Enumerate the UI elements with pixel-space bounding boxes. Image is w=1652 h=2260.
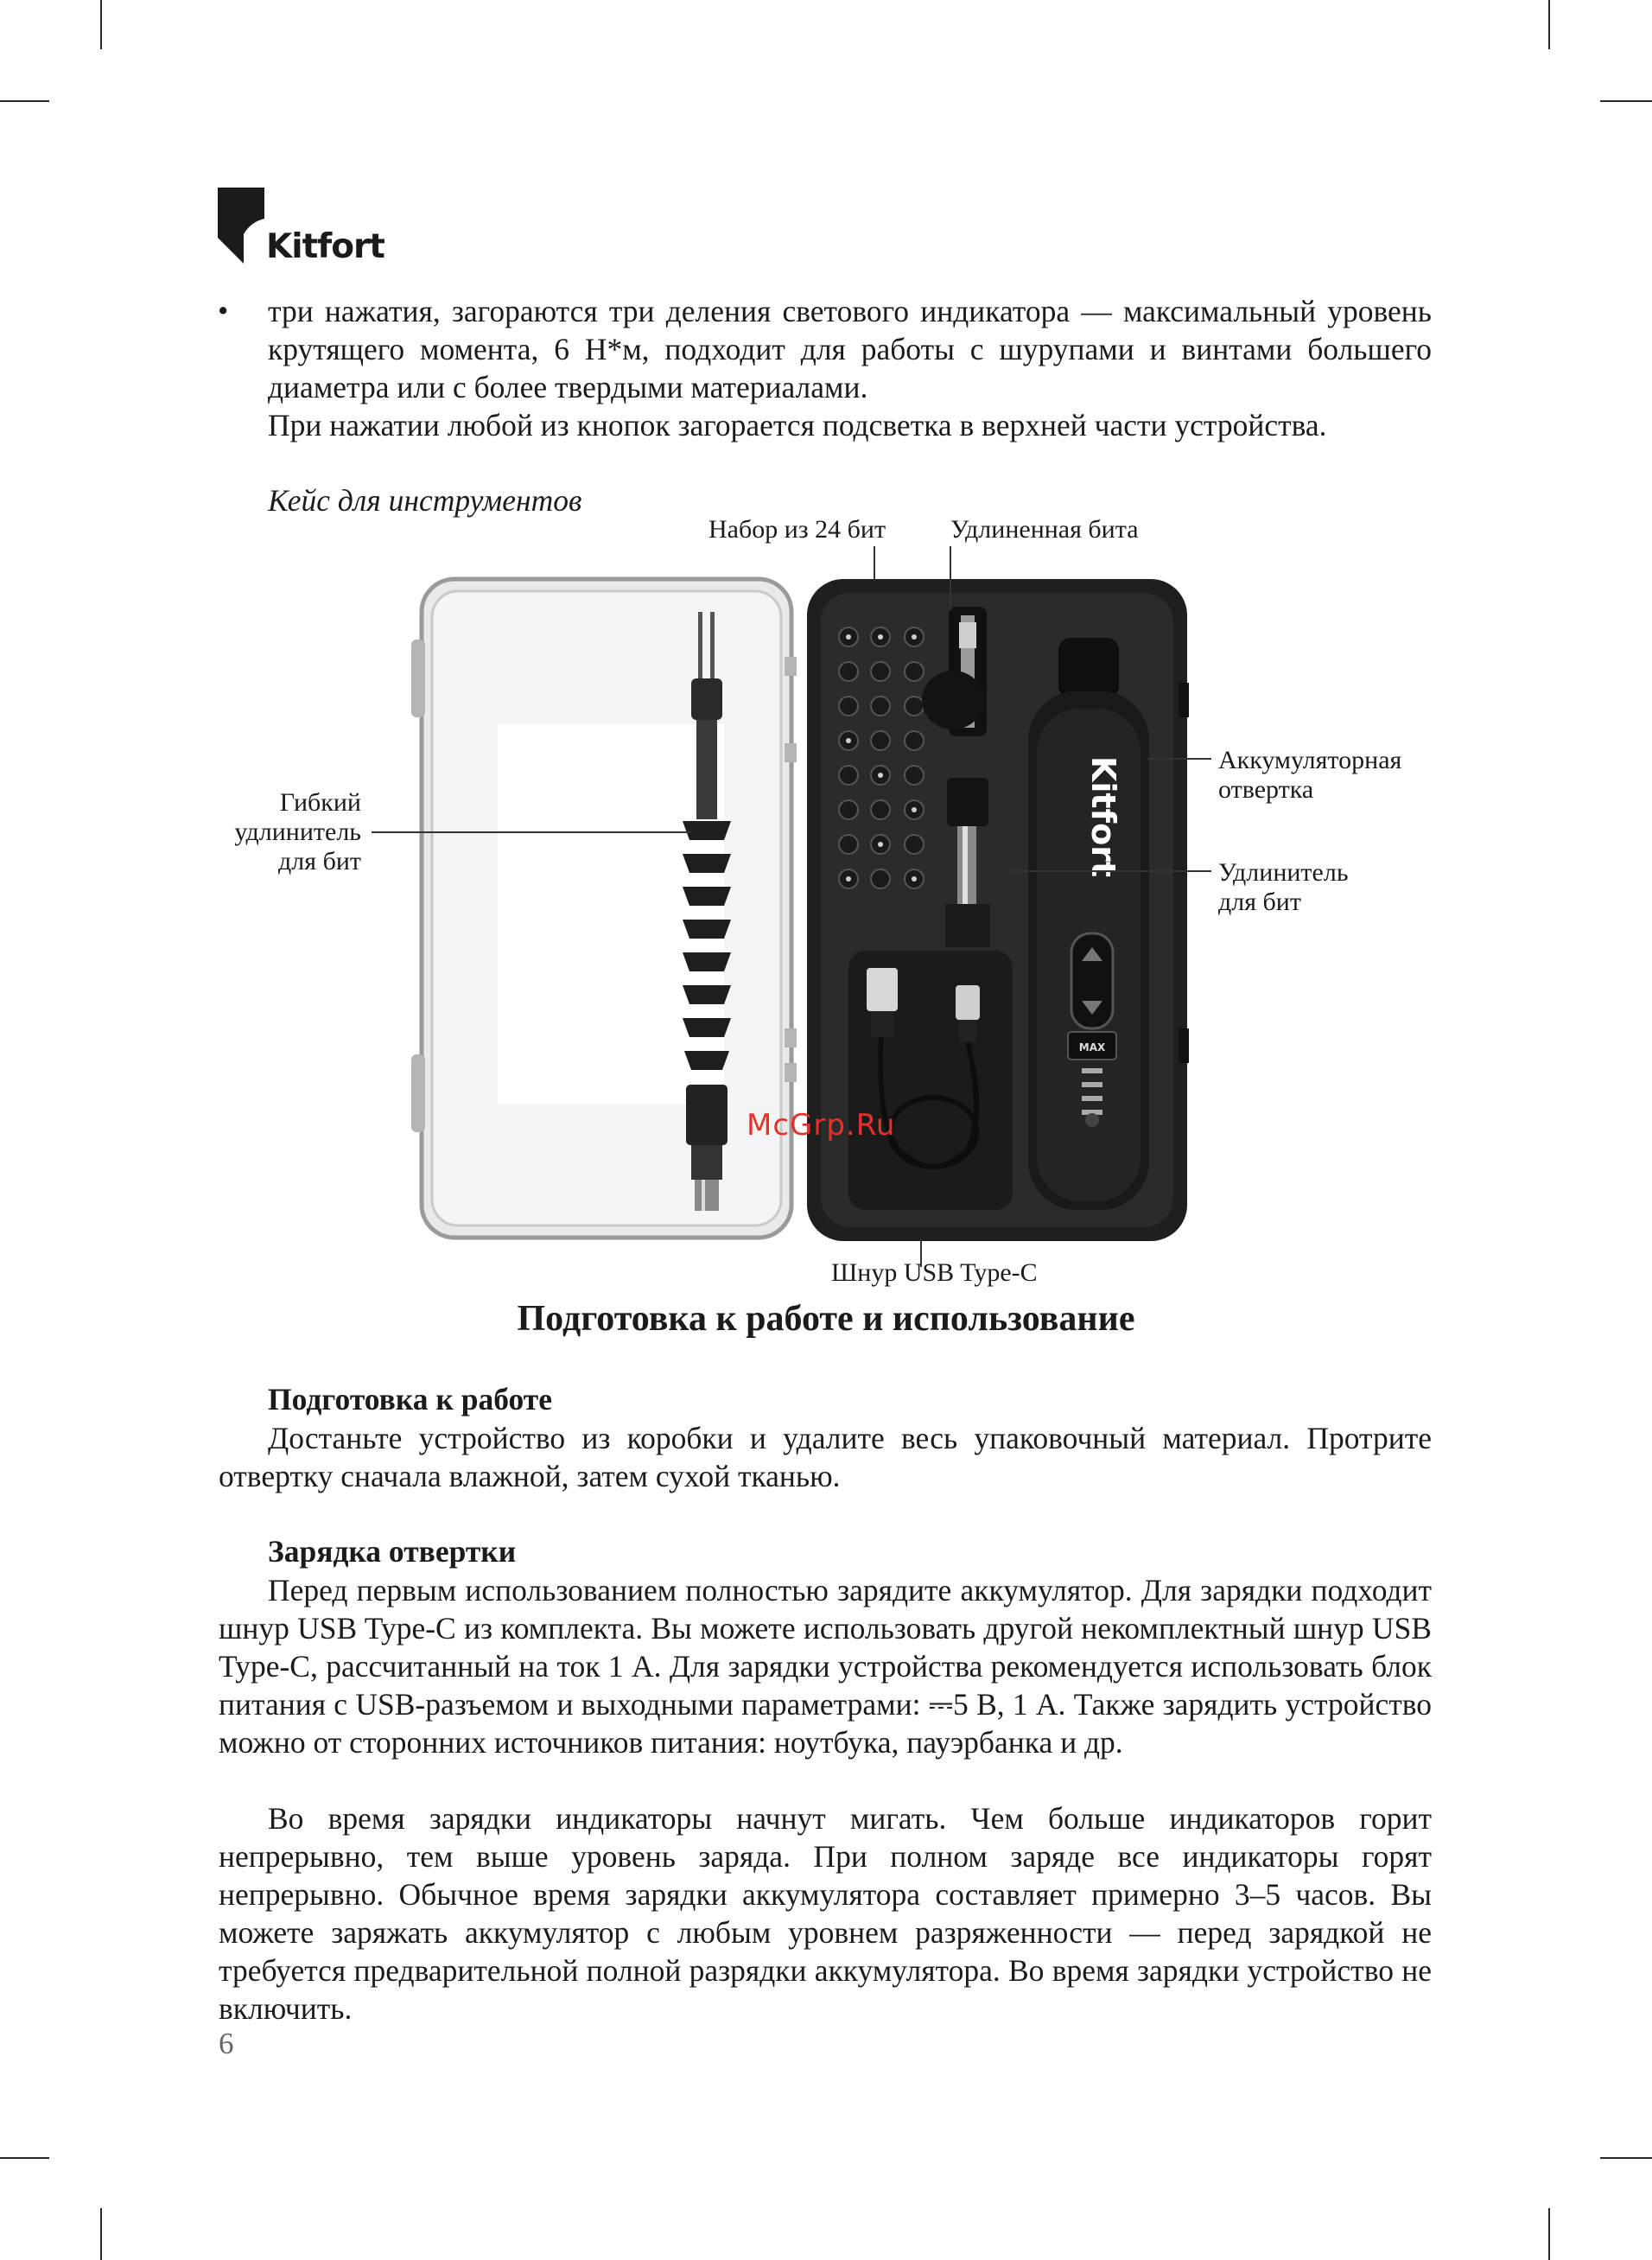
label-screwdriver-line1: Аккумуляторная: [1218, 746, 1402, 774]
label-flex-extender-line2: удлинитель: [234, 818, 361, 846]
crop-mark: [1600, 2157, 1652, 2159]
device-brand-text: Kitfort: [1084, 755, 1122, 878]
label-bits-set: Набор из 24 бит: [708, 515, 886, 544]
device-max-text: MAX: [1078, 1041, 1106, 1054]
bullet-paragraph: три нажатия, загораются три деления светового индикатора — максимальный уровень крутящего момента, 6 Н*м, подходит для работы с шурупами и винтами большего диаметра или с более твердыми материалами.: [268, 294, 1432, 404]
section-title: Подготовка к работе и использование: [517, 1299, 1135, 1339]
crop-mark: [1548, 2208, 1550, 2260]
label-flex-extender-line1: Гибкий: [279, 788, 361, 817]
usb-cable-graphic: [848, 951, 1013, 1210]
charging-heading: Зарядка отвертки: [268, 1534, 517, 1569]
charging-paragraph-1: Перед первым использованием полностью зарядите аккумулятор. Для зарядки подходит шнур USB Type-C из комплекта. Вы можете использовать другой некомплектный шнур USB Type-C, рассчитанный на ток 1 А. Для зарядки устройства рекомендуется использовать блок питания с USB-разъемом и выходными параметрами: ⎓5 В, 1 А. Также зарядить устройство можно от сторонних источников питания: ноутбука, пауэрбанка и др.: [219, 1573, 1432, 1760]
label-bit-extender-line2: для бит: [1218, 888, 1301, 916]
cordless-screwdriver-graphic: [1028, 638, 1149, 1210]
watermark: McGrp.Ru: [747, 1108, 896, 1143]
brand-name: Kitfort: [266, 227, 384, 266]
prep-paragraph: Достаньте устройство из коробки и удалите весь упаковочный материал. Протрите отвертку сначала влажной, затем сухой тканью.: [219, 1421, 1432, 1493]
bullet-marker: •: [218, 294, 229, 328]
crop-mark: [100, 2208, 102, 2260]
charging-paragraph-2: Во время зарядки индикаторы начнут мигать. Чем больше индикаторов горит непрерывно, тем выше уровень заряда. При полном заряде все индикаторы горят непрерывно. Обычное время зарядки аккумулятора составляет примерно 3–5 часов. Вы можете заряжать аккумулятор с любым уровнем разряженности — перед зарядкой не требуется предварительной полной разрядки аккумулятора. Во время зарядки устройство не включить.: [219, 1801, 1432, 2026]
label-flex-extender-line3: для бит: [278, 847, 361, 875]
label-bit-extender: [1218, 858, 1349, 917]
prep-heading: Подготовка к работе: [268, 1382, 552, 1416]
label-screwdriver: [1218, 746, 1401, 805]
figure-caption: Кейс для инструментов: [268, 483, 582, 518]
case-lid: [411, 579, 797, 1238]
label-long-bit: Удлиненная бита: [950, 515, 1139, 544]
page-number: 6: [219, 2027, 234, 2060]
label-usb-cable: Шнур USB Type-C: [831, 1258, 1038, 1287]
label-screwdriver-line2: отвертка: [1218, 775, 1314, 804]
label-flex-extender: [190, 788, 361, 876]
intro-paragraph: При нажатии любой из кнопок загорается подсветка в верхней части устройства.: [268, 408, 1327, 442]
crop-mark: [0, 2157, 49, 2159]
label-bit-extender-line1: Удлинитель: [1218, 858, 1349, 887]
